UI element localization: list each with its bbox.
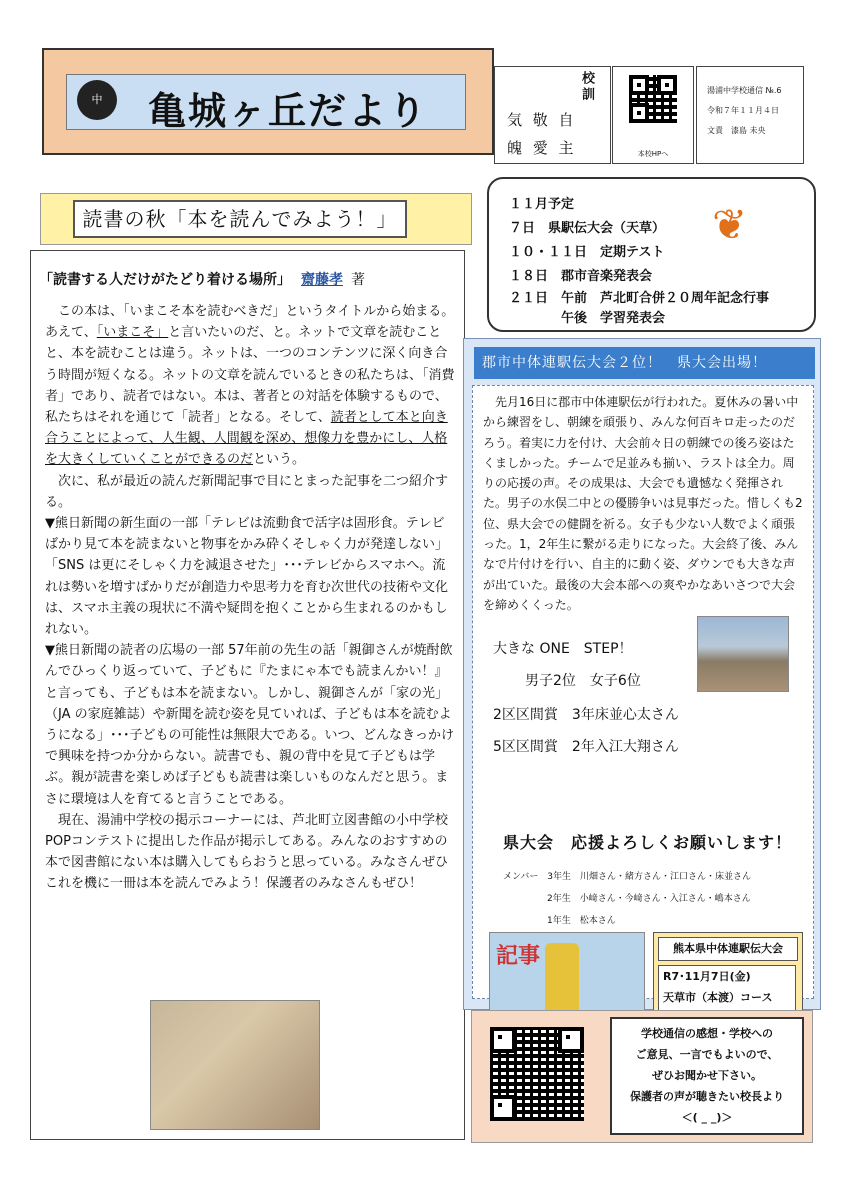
section-banner: [40, 193, 472, 245]
qr-finder-icon: [490, 1027, 516, 1053]
article-body: [45, 301, 455, 895]
feedback-line: ぜひお聞かせ下さい。: [652, 1069, 762, 1082]
cheer-message: 県大会 応援よろしくお願いします！: [503, 833, 793, 852]
paragraph-5: 現在、湯浦中学校の掲示コーナーには、芦北町立図書館の小中学校POPコンテストに提出した作品が掲示してある。みんなのおすすめの本で図書館にない本は購入してもらおうと思っている。みなさんぜひこれを機に一冊は本を読んでみよう！保護者のみなさんもぜひ！: [45, 812, 449, 892]
motto-heading: 校訓: [579, 71, 594, 103]
members-2nd: 2年生 小﨑さん・今﨑さん・入江さん・嶋本さん: [547, 894, 751, 904]
motto-line-2: 魄 愛 主: [507, 139, 577, 157]
schedule-item: 午後 学習発表会: [509, 311, 666, 326]
qr-finder-icon: [629, 75, 649, 95]
paragraph-1: [45, 301, 455, 471]
meet-place: 天草市（本渡）コース: [663, 991, 773, 1004]
issue-number: 湯浦中学校通信 №.6: [707, 86, 782, 95]
issue-date: 令和７年１１月４日: [707, 106, 779, 115]
qr-finder-icon: [558, 1027, 584, 1053]
feedback-message: [610, 1017, 804, 1135]
members-label: メンバー: [503, 872, 539, 882]
qr-caption: 本校HPへ: [637, 150, 669, 158]
schedule-item: １８日 郡市音楽発表会: [509, 269, 653, 284]
feedback-line: ご意見、一言でもよいので、: [635, 1048, 779, 1061]
feedback-line: 学校通信の感想・学校への: [641, 1027, 773, 1040]
author-suffix: 著: [351, 272, 365, 288]
masthead: [42, 48, 494, 155]
one-step-label: 大きな ONE STEP！: [493, 641, 633, 657]
text: という。: [253, 452, 306, 468]
relay-report: [463, 338, 821, 1010]
school-motto: [494, 66, 611, 164]
feedback-box: [471, 1010, 813, 1143]
award-1: 2区区間賞 3年床並心太さん: [493, 707, 679, 723]
paragraph-4: ▼熊日新聞の読者の広場の一部 57年前の先生の話「親御さんが焼酎飲んでひっくり返っていて、子どもに『たまにゃ本でも読まんかい！』と言っても、子どもは本を読まない。しかし、親御さんが「家の光」（JA の家庭雑誌）や新聞を読む姿を見ていれば、子どもは本を読むようになる」･･･子どもの可能性は無限大である。いつ、どんなきっかけで興味を持つか分からない。読書でも、親の背中を見て子どもは学ぶ。親が読書を楽しめば子どもも読書は楽しいものなんだと思う。まさに環境は人を育てると言うことである。: [45, 643, 454, 807]
november-schedule: [487, 177, 816, 332]
schedule-item: ２１日 午前 芦北町合併２０周年記念行事: [509, 291, 770, 306]
feedback-line: ＜( _ _)＞: [681, 1111, 733, 1124]
newsletter-title: 亀城ヶ丘だより: [148, 89, 429, 133]
underlined-text: 「いまこそ」: [96, 325, 169, 341]
underlined-text: 読者として本と向き合うことによって、人生観、人間観を深め、想像力を豊かにし、人格を大きくしていくことができるのだ: [45, 410, 448, 468]
qr-finder-icon: [490, 1095, 516, 1121]
artwork-text: 記事: [496, 944, 541, 969]
qr-finder-icon: [629, 103, 649, 123]
meet-date: R7･11月7日(金): [663, 970, 751, 983]
feedback-line: 保護者の声が聴きたい校長より: [630, 1090, 784, 1103]
school-logo-icon: 中: [77, 80, 117, 120]
members-3rd: 3年生 川畑さん・緒方さん・江口さん・床並さん: [547, 872, 751, 882]
text: と言いたいのだ、と。ネットで文章を読むことと、本を読むことは違う。ネットは、一つのコンテンツに深く向き合う時間が短くなる。ネットの文章を読んでいるときの私たちは、「消費者」であり、読者ではない。本は、著者との対話を体験するもので、私たちはそれを通じて「読者」となる。そして、: [45, 325, 455, 426]
members-1st: 1年生 松本さん: [547, 916, 616, 926]
relay-body: [472, 385, 814, 1004]
relay-title: 郡市中体連駅伝大会２位！ 県大会出場！: [474, 347, 815, 379]
paragraph-2: 次に、私が最近の読んだ新聞記事で目にとまった記事を二つ紹介する。: [45, 473, 449, 510]
qr-finder-icon: [657, 75, 677, 95]
relay-text: [483, 392, 805, 615]
homepage-qr[interactable]: [612, 66, 694, 164]
book-author: 齋藤孝: [301, 272, 343, 288]
section-heading: 読書の秋「本を読んでみよう！」: [73, 200, 407, 238]
issue-info: [696, 66, 804, 164]
relay-photo: [697, 616, 789, 692]
award-2: 5区区間賞 2年入江大翔さん: [493, 739, 679, 755]
schedule-item: １０・１１日 定期テスト: [509, 245, 665, 260]
schedule-item: ７日 県駅伝大会（天草）: [509, 221, 666, 236]
meet-title: 熊本県中体連駅伝大会: [658, 937, 798, 961]
text: この本は、「いまこそ本を読むべきだ」というタイトルから始まる。あえて、: [45, 304, 455, 341]
bulletin-board-photo: [150, 1000, 320, 1130]
member-list: [503, 866, 751, 932]
paragraph-3: ▼熊日新聞の新生面の一部「テレビは流動食で活字は固形食。テレビばかり見て本を読まないと物事をかみ砕くそしゃく力が発達しない」「SNS は更にそしゃく力を減退させた」･･･テレビからスマホへ。流れは勢いを増すばかりだが創造力や思考力を育む次世代の技術や文化は、スマホ主義の現状に不満や疑問を抱くことから生まれるのかもしれない。: [45, 516, 449, 638]
relay-paragraph: 先月16日に郡市中体連駅伝が行われた。夏休みの暑い中から練習をし、朝練を頑張り、みんな何百キロ走ったのだろう。着実に力を付け、大会前々日の朝練での後ろ姿はたくましかった。チームで足並みも揃い、ラストは全力。周りの応援の声。その成果は、大会でも遺憾なく発揮された。男子の水俣二中との優勝争いは見事だった。惜しくも2位、県大会での健闘を祈る。女子も少ない人数でよく頑張った。1，2年生に繋がる走りになった。大会終了後、みんなで片付けを行い、自主的に動く姿、ダウンでも大きな声が出ていた。最後の大会本部への爽やかなあいさつで大会を締めくくった。: [483, 395, 803, 612]
autumn-leaf-icon: ❦: [712, 200, 748, 249]
article-header: [39, 269, 365, 289]
result-label: 男子2位 女子6位: [525, 673, 641, 689]
book-title: 「読書する人だけがたどり着ける場所」: [39, 272, 291, 288]
schedule-title: １１月予定: [509, 197, 575, 212]
motto-line-1: 気 敬 自: [507, 111, 577, 129]
issue-author: 文責 漆島 未央: [707, 126, 766, 135]
